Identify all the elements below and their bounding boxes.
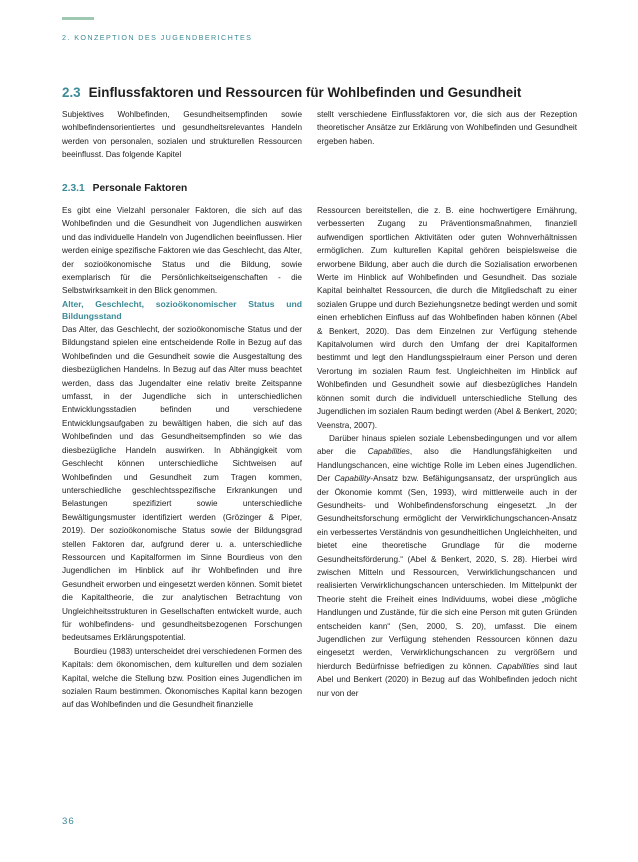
body-right-column bbox=[317, 204, 577, 700]
right-p2-text-d: sind laut Abel und Benkert (2020) in Bezug auf das Wohlbefinden jedoch nicht nur von der bbox=[317, 661, 577, 698]
subsection-number: 2.3.1 bbox=[62, 183, 85, 194]
intro-right-paragraph: stellt verschiedene Einflussfaktoren vor, die sich aus der Rezeption theoretischer Ansätze zur Erklärung von Wohlbefinden und Gesundheit ergeben haben. bbox=[317, 110, 577, 146]
subsection-heading bbox=[62, 183, 187, 194]
section-title: Einflussfaktoren und Ressourcen für Wohlbefinden und Gesundheit bbox=[88, 85, 522, 100]
left-paragraph-2: Das Alter, das Geschlecht, der sozioökonomische Status und der Bildungstand spielen eine entscheidende Rolle in Bezug auf das Wohlbefinden und die Gesundheit sowie die Ausgestaltung des diesbezüglichen Handelns. In Bezug auf das Alter muss beachtet werden, dass das Jugendalter eine relativ breite Zeitspanne umfasst, in der Jugendliche sich in unterschiedlichen Entwicklungsstadien befinden und verschiedene Entwicklungsaufgaben zu bewältigen haben, die sich auf das Wohlbefinden und das Gesundheitsempfinden so wie das diesbezügliche Handeln auswirken. In Abhängigkeit vom Geschlecht können unterschiedliche Sichtweisen auf Wohlbefinden und Gesundheit zum Tragen kommen, unterschiedliche geschlechtsspezifische Erkrankungen und Belastungen spezifiziert sowie unterschiedliche Bewältigungsmuster identifiziert werden (Grözinger & Piper, 2019). Der sozioökonomische Status sowie der Bildungsgrad stellen Faktoren dar, aufgrund derer u. a. unterschiedliche Ressourcen und Kapitalformen im Sinne Bourdieus von den Jugendlichen im Hinblick auf ihr Wohlbefinden und ihre Gesundheit erworben und eingesetzt werden können. Somit bietet die Kapitaltheorie, die zur analytischen Betrachtung von Ungleichheitsstrukturen in Gesellschaften entwickelt wurde, auch für wohlbefindens- und gesundheitsbezogenen Forschungen bedeutsames Erklärungspotential. bbox=[62, 325, 302, 643]
right-p2-text-c: -Ansatz bzw. Befähigungsansatz, der ursprünglich aus der Ökonomie kommt (Sen, 1993), wird mittlerweile auch in der Gesundheits- und Wohlbefindensforschung eingesetzt. „In der Gesundheitsforschung ermöglicht der Verwirklichungschancen-Ansatz ein verbessertes Verständnis von gesundheitlichen Ungleichheiten, und bietet eine theoretische Grundlage für die moderne Gesundheitsförderung.“ (Abel & Benkert, 2020, S. 28). Hierbei wird zwischen Mitteln und Ressourcen, Verwirklichungschancen und realisierten Verwirklichungschancen unterschieden. Im Mittelpunkt der Theorie steht die Freiheit eines Individuums, wobei diese „mögliche Handlungen und Zustände, für die sich eine Person mit guten Gründen entscheiden kann“ (Sen, 2000, S. 20), umfasst. Die einem Jugendlichen zur Verfügung stehenden Ressourcen können dazu eingesetzt werden, Verwirklichungschancen zu vergrößern und hierdurch Bedürfnisse befriedigen zu können. bbox=[317, 474, 577, 671]
left-subheading: Alter, Geschlecht, sozioökonomischer Status und Bildungsstand bbox=[62, 298, 302, 322]
section-heading bbox=[62, 85, 582, 100]
intro-left-column bbox=[62, 108, 302, 162]
right-p2-text-a: Darüber hinaus spielen soziale Lebensbedingungen und vor allem aber die bbox=[317, 433, 577, 457]
right-p2-emphasis-3: Capabilities bbox=[496, 661, 540, 671]
left-paragraph-1: Es gibt eine Vielzahl personaler Faktoren, die sich auf das Wohlbefinden und die Gesundheit von Jugendlichen auswirken und das individuelle Handeln von Jugendlichen beeinflussen. Hier werden einige spezifische Faktoren wie das Geschlecht, das Alter, der sozioökonomische Status und die Bildung, sowie exemplarisch für die Persönlichkeitseigenschaften - die Selbstwirksamkeit in den Blick genommen. bbox=[62, 206, 302, 296]
page-number: 36 bbox=[62, 816, 75, 827]
right-paragraph-1: Ressourcen bereitstellen, die z. B. eine hochwertigere Ernährung, verbesserten Zugang zu Präventionsmaßnahmen, finanziell aufwendigen sportlichen Aktivitäten oder guten Wohnverhältnissen ermöglichen. Zum kulturellen Kapital gehören beispielsweise die erworbene Bildung, aber auch die durch die Sozialisation erworbenen Werte im Hinblick auf Wohlbefinden und Gesundheit. Das soziale Kapital beinhaltet Ressourcen, die durch die Mitgliedschaft zu einer sozialen Gruppe und durch Beziehungsnetze bedingt werden und somit einen erheblichen Einfluss auf das Wohlbefinden haben können (Abel & Benkert, 2020). Das dem Einzelnen zur Verfügung stehende Kapitalvolumen wird durch den Umfang der drei Kapitalformen bestimmt und legt den Handlungsspielraum einer Person und deren Verortung im sozialen Raum fest. Ungleichheiten im Hinblick auf Wohlbefinden und Gesundheit sowie auf diesbezügliches Handeln können somit durch die individuell unterschiedliche Stellung des Jugendlichen im sozialen Raum bedingt werden (Abel & Benkert, 2020; Veenstra, 2007). bbox=[317, 206, 577, 430]
section-number: 2.3 bbox=[62, 85, 81, 100]
intro-left-paragraph: Subjektives Wohlbefinden, Gesundheitsempfinden sowie wohlbefindensorientiertes und gesundheitsrelevantes Handeln werden von personalen, sozialen und strukturellen Ressourcen beeinflusst. Das folgende Kapitel bbox=[62, 110, 302, 160]
right-paragraph-2 bbox=[317, 432, 577, 700]
intro-right-column bbox=[317, 108, 577, 148]
header-accent-bar bbox=[62, 17, 94, 20]
right-p2-text-b: , also die Handlungsfähigkeiten und Handlungschancen, eine wichtige Rolle im Leben eines Jugendlichen. Der bbox=[317, 447, 577, 484]
running-header-chapter: 2. KONZEPTION DES JUGENDBERICHTES bbox=[62, 33, 253, 42]
left-paragraph-3: Bourdieu (1983) unterscheidet drei verschiedenen Formen des Kapitals: dem ökonomischen, dem kulturellen und dem sozialen Kapital, welche die Stellung bzw. Position eines Jugendlichen im sozialen Raum bestimmen. Ökonomisches Kapital kann bezogen auf das Wohlbefinden und die Gesundheit finanzielle bbox=[62, 646, 302, 710]
right-p2-emphasis-2: Capability bbox=[334, 474, 371, 484]
right-p2-emphasis-1: Capabilities bbox=[367, 447, 410, 457]
subsection-title: Personale Faktoren bbox=[92, 183, 188, 194]
body-left-column bbox=[62, 204, 302, 712]
